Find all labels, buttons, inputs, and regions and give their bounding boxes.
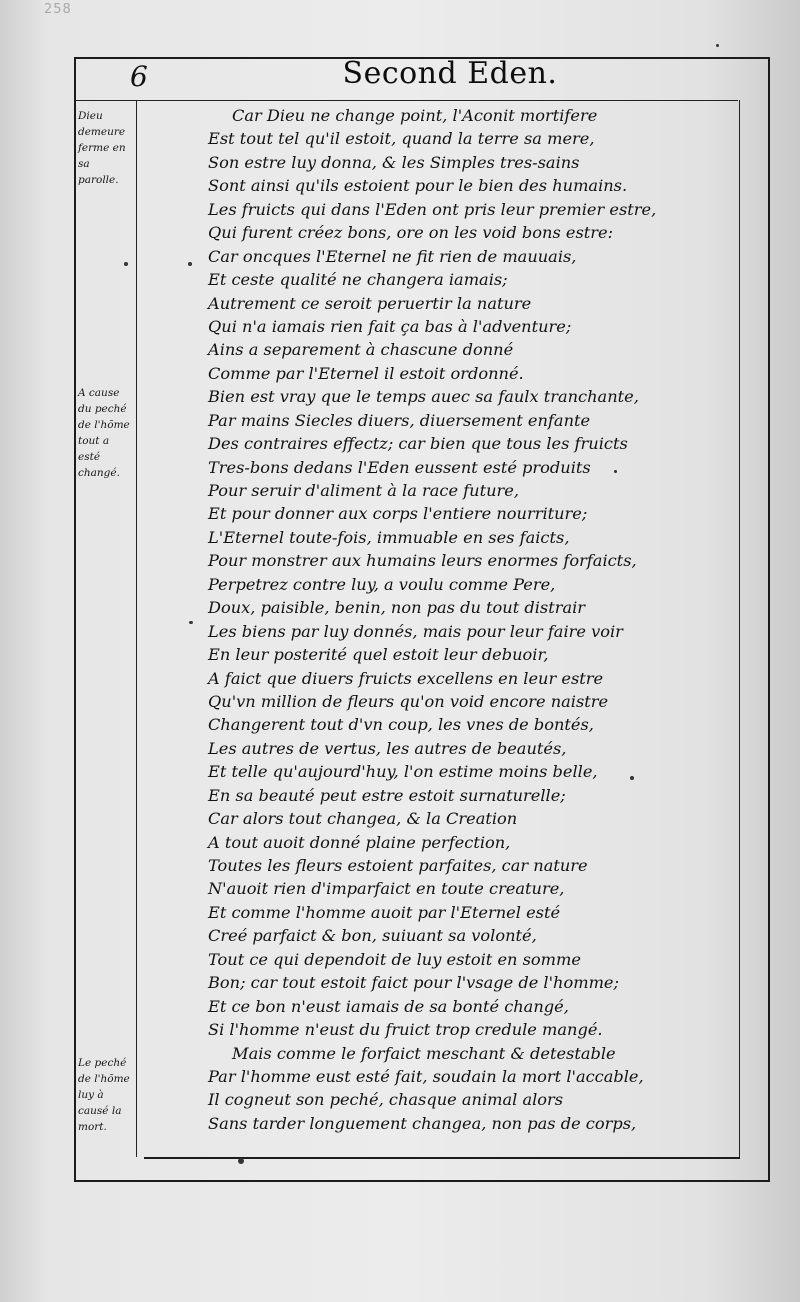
verse-line: A faict que diuers fruicts excellens en leur estre	[208, 668, 604, 688]
verse-line: Et comme l'homme auoit par l'Eternel esté	[208, 902, 561, 922]
ink-speck	[614, 470, 617, 473]
ink-speck	[124, 262, 128, 266]
ink-speck	[188, 262, 192, 266]
verse-line: Des contraires effectz; car bien que tous les fruicts	[208, 434, 628, 454]
verse-line: Mais comme le forfaict meschant & detestable	[232, 1043, 616, 1063]
verse-line: Les autres de vertus, les autres de beautés,	[208, 738, 567, 758]
verse-line: Creé parfaict & bon, suiuant sa volonté,	[208, 926, 537, 946]
verse-line: Et ce bon n'eust iamais de sa bonté changé,	[208, 996, 569, 1016]
ink-speck	[716, 44, 719, 47]
verse-line: Pour monstrer aux humains leurs enormes forfaicts,	[208, 551, 637, 571]
margin-note: A cause du peché de l'hõme tout a esté changé.	[78, 387, 130, 479]
verse-line: L'Eternel toute-fois, immuable en ses faicts,	[208, 527, 570, 547]
verse-line: A tout auoit donné plaine perfection,	[208, 832, 511, 852]
ink-speck	[630, 776, 634, 780]
verse-line: Ains a separement à chascune donné	[208, 340, 514, 360]
verse-line: Tres-bons dedans l'Eden eussent esté produits	[208, 457, 591, 477]
verse-line: Les biens par luy donnés, mais pour leur faire voir	[208, 621, 623, 641]
verse-line: Sans tarder longuement changea, non pas de corps,	[208, 1113, 637, 1133]
verse-line: Doux, paisible, benin, non pas du tout distrair	[208, 598, 586, 618]
verse-line: Bon; car tout estoit faict pour l'vsage de l'homme;	[208, 973, 619, 993]
verse-line: En sa beauté peut estre estoit surnaturelle;	[208, 785, 566, 805]
verse-block	[208, 104, 657, 1135]
verse-line: Car oncques l'Eternel ne fit rien de mauuais,	[208, 246, 577, 266]
verse-line: Autrement ce seroit peruertir la nature	[208, 293, 532, 313]
verse-line: Toutes les fleurs estoient parfaites, car nature	[208, 856, 588, 875]
verse-line: Comme par l'Eternel il estoit ordonné.	[208, 363, 524, 383]
verse-line: Qui n'a iamais rien fait ça bas à l'adventure;	[208, 316, 572, 336]
verse-line: Bien est vray que le temps auec sa faulx tranchante,	[208, 387, 639, 407]
verse-line: Il cogneut son peché, chasque animal alors	[208, 1090, 564, 1110]
verse-line: Et ceste qualité ne changera iamais;	[208, 270, 508, 290]
verse-line: Qui furent créez bons, ore on les void bons estre:	[208, 223, 614, 243]
verse-line: Pour seruir d'aliment à la race future,	[208, 481, 519, 500]
verse-line: Sont ainsi qu'ils estoient pour le bien des humains.	[208, 176, 628, 196]
verse-line: Changerent tout d'vn coup, les vnes de bontés,	[208, 715, 594, 735]
verse-line: Tout ce qui dependoit de luy estoit en somme	[208, 949, 581, 969]
verse-line: Les fruicts qui dans l'Eden ont pris leur premier estre,	[208, 199, 657, 219]
verse-line: Et telle qu'aujourd'huy, l'on estime moins belle,	[208, 762, 598, 782]
verse-line: Qu'vn million de fleurs qu'on void encore naistre	[208, 691, 609, 711]
verse-line: Car alors tout changea, & la Creation	[208, 809, 518, 829]
verse-line: Perpetrez contre luy, a voulu comme Pere,	[208, 574, 556, 594]
verse-line: Est tout tel qu'il estoit, quand la terre sa mere,	[208, 129, 595, 149]
margin-note: Le peché de l'hõme luy à causé la mort.	[78, 1057, 130, 1133]
page-number: 6	[130, 60, 148, 93]
verse-line: Et pour donner aux corps l'entiere nourriture;	[208, 504, 588, 524]
verse-line: Si l'homme n'eust du fruict trop credule mangé.	[208, 1020, 603, 1040]
inner-bottom-rule	[144, 1157, 740, 1159]
running-head: Second Eden.	[342, 56, 558, 91]
verse-line: Par l'homme eust esté fait, soudain la mort l'accable,	[208, 1066, 644, 1086]
verse-line: N'auoit rien d'imparfaict en toute creature,	[208, 879, 565, 899]
ink-speck	[189, 621, 193, 624]
verse-line: Son estre luy donna, & les Simples tres-sains	[208, 152, 580, 172]
ink-speck	[238, 1158, 244, 1164]
frame-bottom-rule	[74, 1180, 770, 1182]
verse-line: Par mains Siecles diuers, diuersement enfante	[208, 410, 591, 430]
margin-note: Dieu demeure ferme en sa parolle.	[78, 110, 126, 186]
verse-line: En leur posterité quel estoit leur debuoir,	[208, 645, 549, 665]
pencil-annotation: 258	[44, 2, 72, 17]
verse-line: Car Dieu ne change point, l'Aconit mortifere	[232, 106, 598, 125]
